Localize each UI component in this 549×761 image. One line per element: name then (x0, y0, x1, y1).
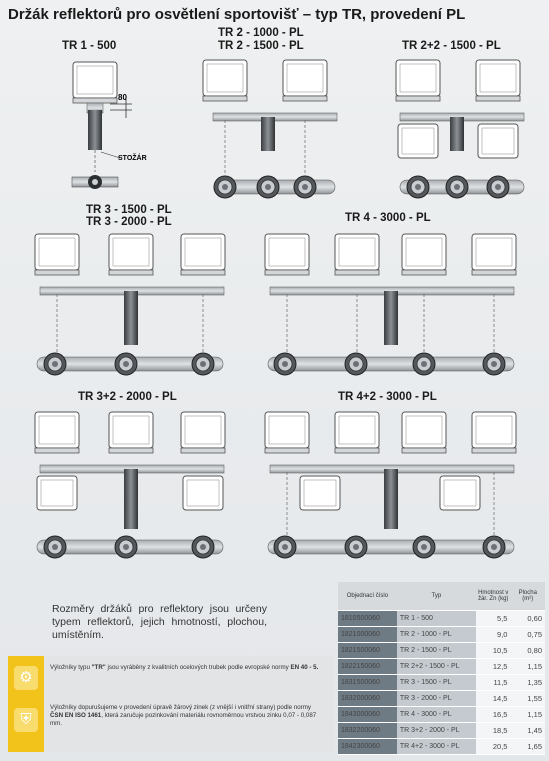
gear-icon: ⚙ (14, 666, 38, 690)
note-paragraph-2: Výložníky dopurušujeme v provedení úpravě žárový zinek (z vnější i vnitřní strany) podle normy ČSN EN ISO 1461, která zaručuje pozinkování materiálu rovnoměrnou vrstvou zinku 0,07 - 0,087 mm. (50, 704, 317, 727)
info-note (8, 656, 333, 752)
table-row: 1821500060 TR 2 - 1500 - PL 10,5 0,80 (338, 643, 545, 659)
table-row: 1822150060 TR 2+2 - 1500 - PL 12,5 1,15 (338, 659, 545, 675)
table-row: 1843000060 TR 4 - 3000 - PL 16,5 1,15 (338, 707, 545, 723)
spec-table (338, 582, 545, 755)
note-accent-strip (8, 656, 44, 752)
shield-icon: ⛨ (14, 708, 38, 732)
dimension-label: 80 (118, 93, 127, 102)
table-row: 1821000060 TR 2 - 1000 - PL 9,0 0,75 (338, 627, 545, 643)
label-tr4-3000: TR 4 - 3000 - PL (345, 212, 431, 224)
diagram-tr3 (35, 234, 225, 375)
label-tr3-2000: TR 3 - 2000 - PL (86, 216, 172, 228)
label-tr42-3000: TR 4+2 - 3000 - PL (338, 391, 437, 403)
diagram-tr4 (265, 234, 516, 375)
diagram-tr22 (396, 60, 524, 198)
description-text: Rozměry držáků pro reflektory jsou určeny typem reflektorů, jejich hmotností, plochou, umístěním. (52, 603, 267, 641)
table-row: 1832200060 TR 3+2 - 2000 - PL 18,5 1,45 (338, 723, 545, 739)
diagram-tr32 (35, 412, 225, 558)
label-tr3-1500: TR 3 - 1500 - PL (86, 204, 172, 216)
diagram-tr1 (72, 62, 147, 189)
label-tr2-1500: TR 2 - 1500 - PL (218, 40, 304, 52)
header-weight: Hmotnost v žár. Zn (kg) (476, 582, 511, 611)
header-type: Typ (397, 582, 476, 611)
table-row: 1842300060 TR 4+2 - 3000 - PL 20,5 1,65 (338, 739, 545, 755)
table-row: 1831500060 TR 3 - 1500 - PL 11,5 1,35 (338, 675, 545, 691)
table-row: 1832000060 TR 3 - 2000 - PL 14,5 1,55 (338, 691, 545, 707)
label-tr22-1500: TR 2+2 - 1500 - PL (402, 40, 501, 52)
header-area: Plocha (m²) (510, 582, 545, 611)
header-code: Objednací číslo (338, 582, 397, 611)
diagram-tr42 (265, 412, 516, 558)
table-row: 1810500060 TR 1 - 500 5,5 0,60 (338, 611, 545, 627)
label-tr32-2000: TR 3+2 - 2000 - PL (78, 391, 177, 403)
label-tr1-500: TR 1 - 500 (62, 40, 117, 52)
label-tr2-1000: TR 2 - 1000 - PL (218, 27, 304, 39)
page-title: Držák reflektorů pro osvětlení sportovišť – typ TR, provedení PL (8, 6, 466, 23)
diagram-tr2 (203, 60, 337, 198)
note-paragraph-1: Výložníky typu "TR" jsou vyráběny z kvalitních ocelových trubek podle evropské normy EN 40 - 5. (50, 664, 319, 671)
stozar-label: STOŽÁR (118, 155, 147, 162)
